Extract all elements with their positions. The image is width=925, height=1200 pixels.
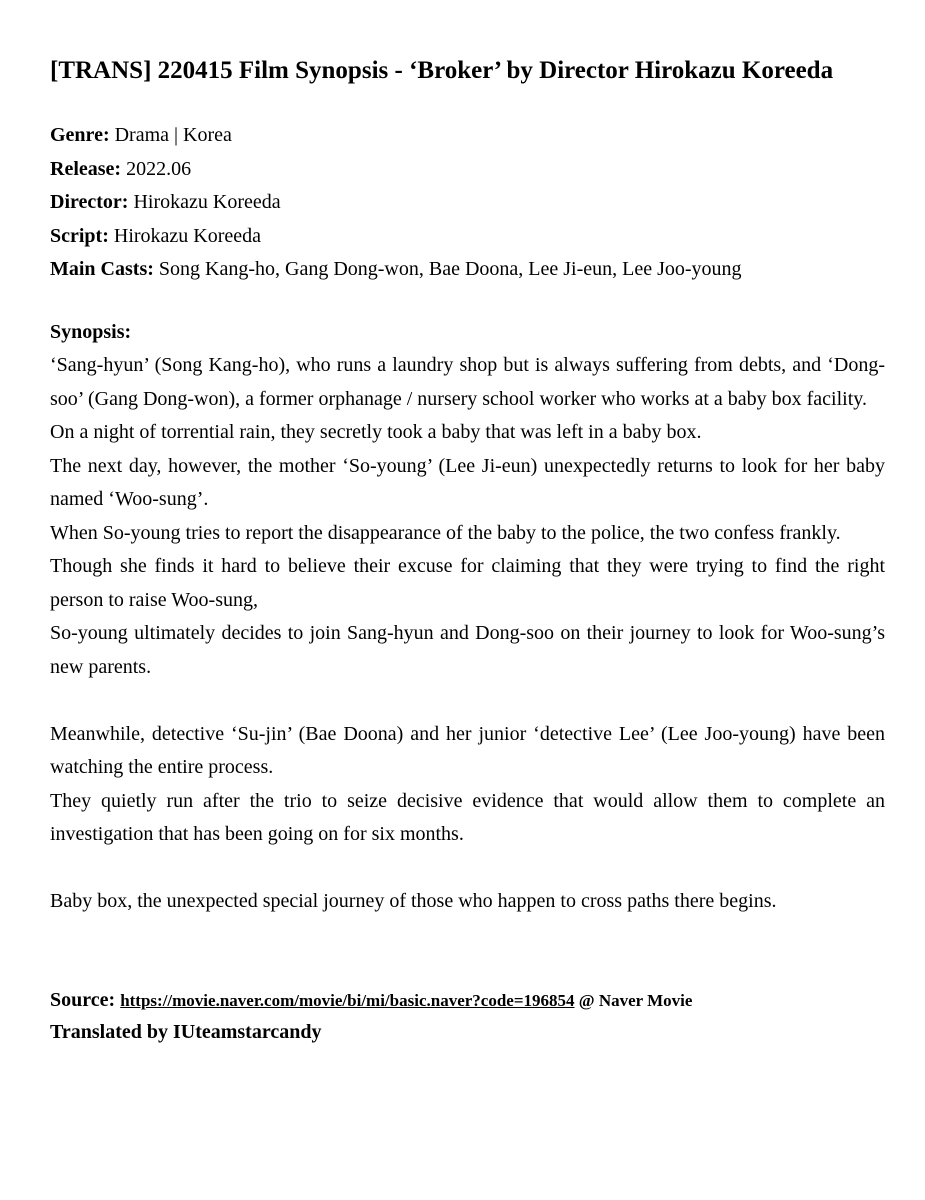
synopsis-paragraph: ‘Sang-hyun’ (Song Kang-ho), who runs a laundry shop but is always suffering from debts, and ‘Dong-soo’ (Gang Dong-won), a former orphanage / nursery school worker who works at a baby box facility.	[50, 354, 885, 410]
casts-line	[50, 253, 885, 287]
translator-credit: Translated by IUteamstarcandy	[50, 1020, 322, 1043]
film-metadata	[50, 119, 885, 287]
synopsis-paragraph: On a night of torrential rain, they secretly took a baby that was left in a baby box.	[50, 421, 702, 443]
synopsis-paragraph: When So-young tries to report the disappearance of the baby to the police, the two confess frankly.	[50, 521, 841, 544]
script-value: Hirokazu Koreeda	[108, 224, 262, 247]
source-line	[50, 984, 885, 1017]
synopsis-paragraph: So-young ultimately decides to join Sang-hyun and Dong-soo on their journey to look for Woo-sung’s new parents.	[50, 622, 885, 678]
paragraph-spacer	[50, 852, 885, 886]
source-link[interactable]: https://movie.naver.com/movie/bi/mi/basic.naver?code=196854	[120, 990, 575, 1010]
genre-value: Drama | Korea	[109, 124, 232, 146]
director-value: Hirokazu Koreeda	[128, 191, 281, 213]
director-label: Director:	[50, 191, 129, 213]
synopsis-section	[50, 316, 885, 919]
release-line	[50, 153, 885, 187]
synopsis-paragraph: The next day, however, the mother ‘So-young’ (Lee Ji-eun) unexpectedly returns to look for her baby named ‘Woo-sung’.	[50, 454, 885, 510]
synopsis-paragraph: They quietly run after the trio to seize decisive evidence that would allow them to complete an investigation that has been going on for six months.	[50, 789, 885, 845]
script-line	[50, 220, 885, 254]
genre-label: Genre:	[50, 124, 110, 146]
paragraph-spacer	[50, 684, 885, 718]
synopsis-paragraph: Meanwhile, detective ‘Su-jin’ (Bae Doona) and her junior ‘detective Lee’ (Lee Joo-young) have been watching the entire process.	[50, 722, 885, 778]
document-title: [TRANS] 220415 Film Synopsis - ‘Broker’ by Director Hirokazu Koreeda	[50, 57, 834, 84]
synopsis-heading: Synopsis:	[50, 320, 132, 343]
casts-value: Song Kang-ho, Gang Dong-won, Bae Doona, Lee Ji-eun, Lee Joo-young	[153, 258, 742, 280]
genre-line	[50, 119, 885, 153]
release-value: 2022.06	[121, 157, 192, 180]
release-label: Release:	[50, 157, 122, 180]
synopsis-paragraph: Though she finds it hard to believe their excuse for claiming that they were trying to find the right person to raise Woo-sung,	[50, 555, 885, 611]
source-label: Source:	[50, 988, 116, 1011]
synopsis-paragraph: Baby box, the unexpected special journey of those who happen to cross paths there begins.	[50, 890, 777, 912]
script-label: Script:	[50, 224, 109, 247]
source-suffix: @ Naver Movie	[574, 990, 693, 1010]
director-line	[50, 186, 885, 220]
source-block	[50, 984, 885, 1047]
casts-label: Main Casts:	[50, 258, 154, 280]
